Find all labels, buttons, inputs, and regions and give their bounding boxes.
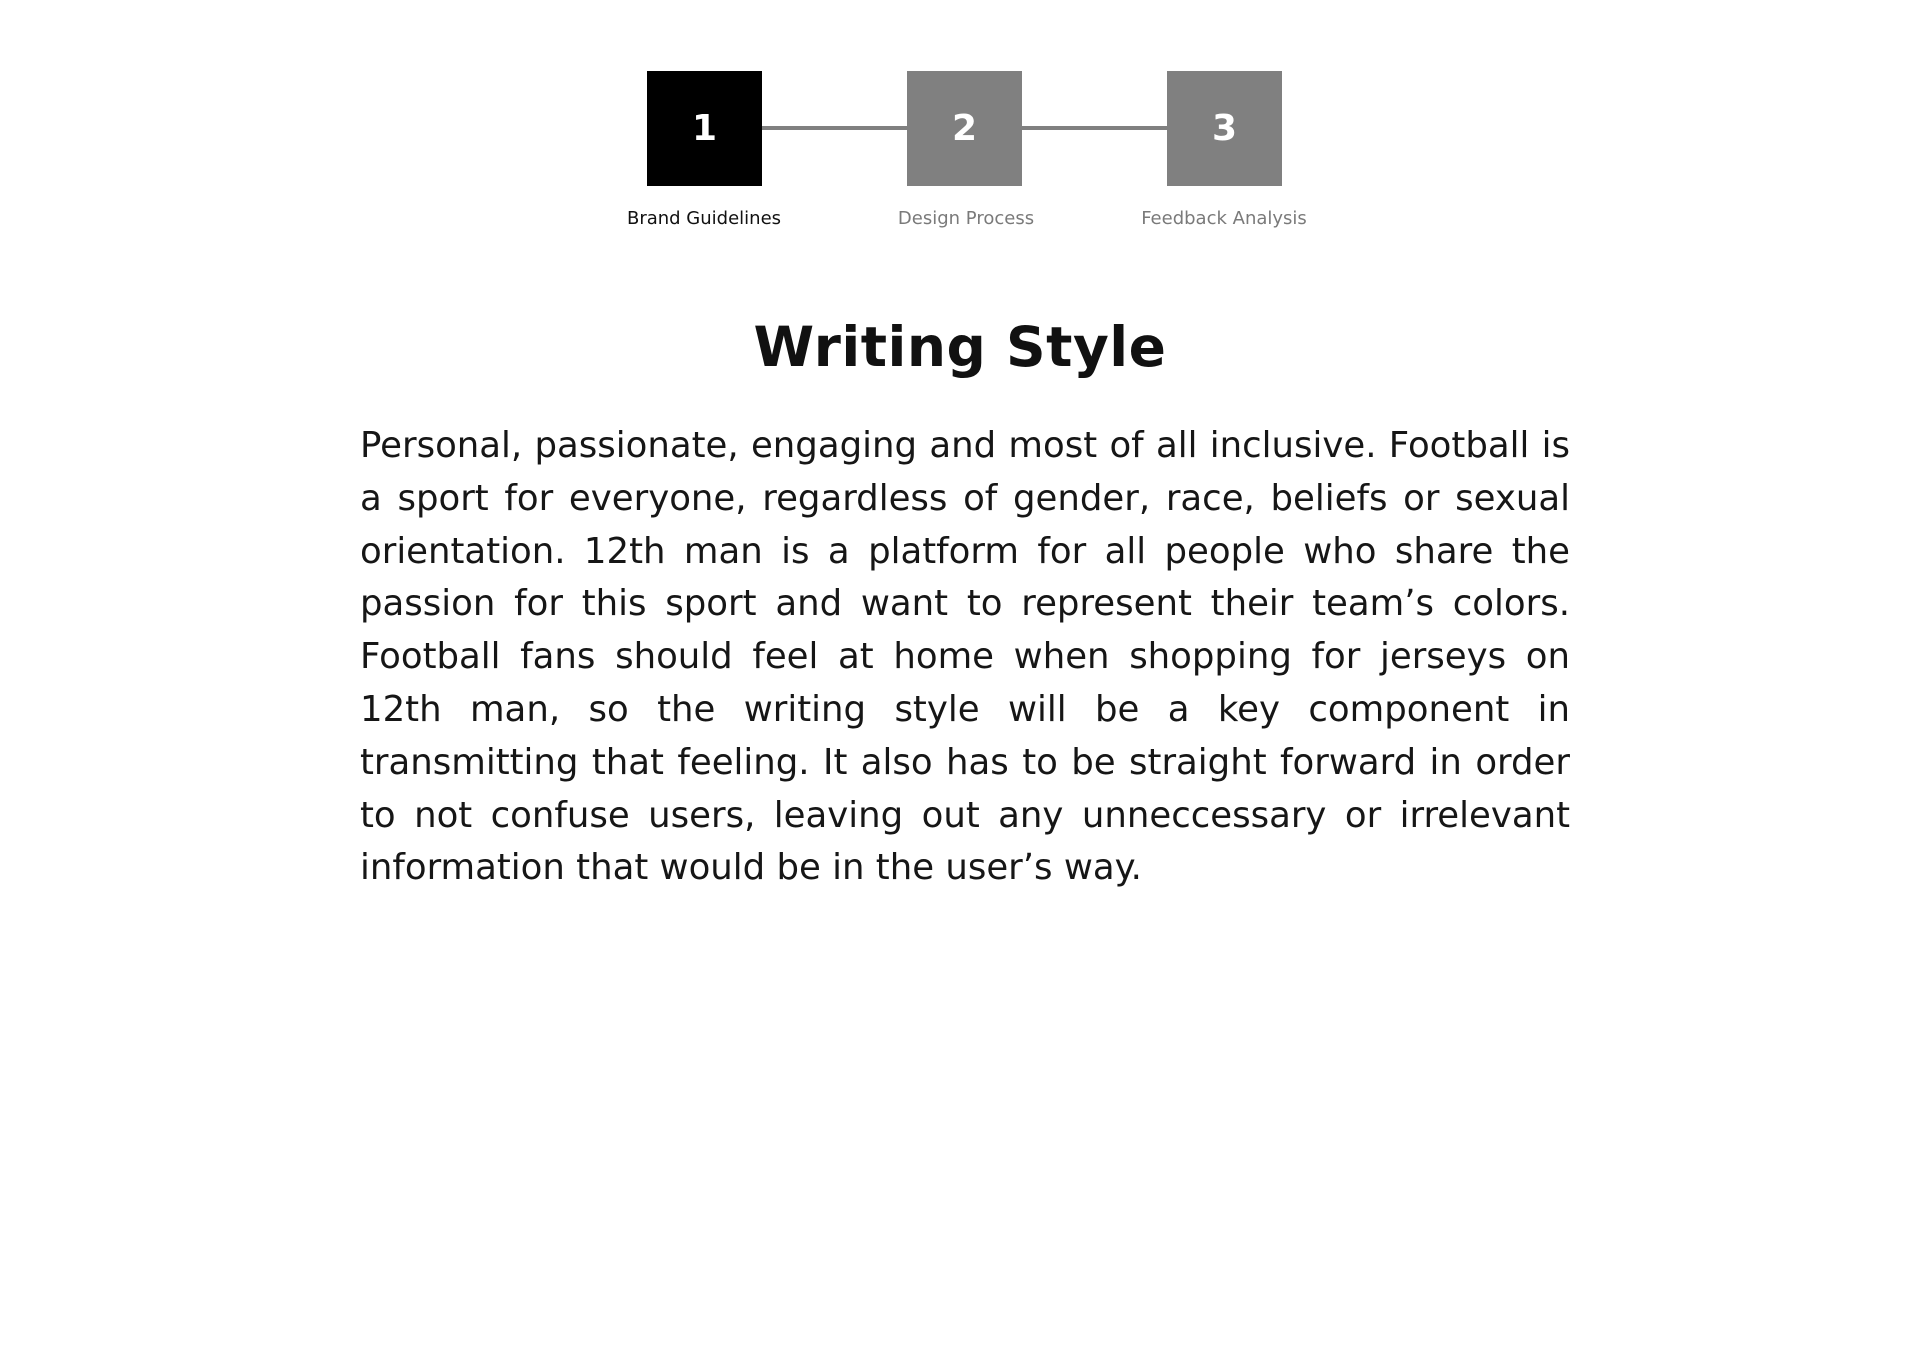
section-body-text: Personal, passionate, engaging and most of all inclusive. Football is a sport for everyone, regardless of gender, race, beliefs or sexual orientation. 12th man is a platform for all people who share the passion for this sport and want to represent their team’s colors. Football fans should feel at home when shopping for jerseys on 12th man, so the writing style will be a key component in transmitting that feeling. It also has to be straight forward in order to not confuse users, leaving out any unneccessary or irrelevant information that would be in the user’s way. [360, 425, 1570, 889]
step-3-number: 3 [1211, 108, 1238, 149]
step-connector-1-2 [762, 126, 908, 130]
step-3-box[interactable] [1167, 71, 1282, 186]
step-1-box[interactable] [647, 71, 762, 186]
step-3-label[interactable]: Feedback Analysis [1141, 208, 1307, 229]
step-1-number: 1 [691, 108, 718, 149]
step-2-number: 2 [951, 108, 978, 149]
step-connector-2-3 [1022, 126, 1168, 130]
progress-stepper [0, 0, 1920, 260]
step-1-label[interactable]: Brand Guidelines [626, 208, 782, 229]
section-title: Writing Style [753, 315, 1167, 379]
step-2-box[interactable] [907, 71, 1022, 186]
step-2-label[interactable]: Design Process [897, 208, 1035, 229]
